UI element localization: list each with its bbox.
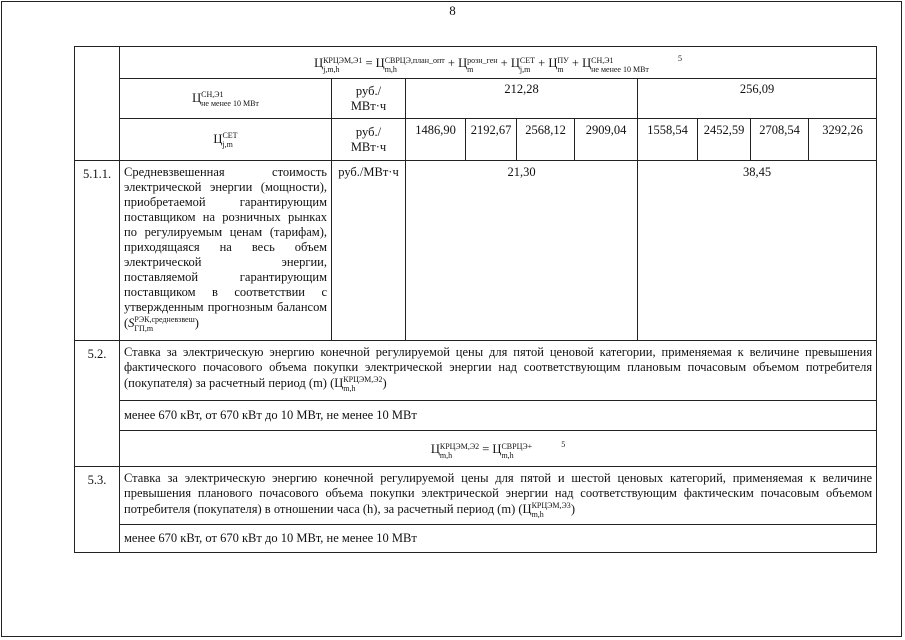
set-value: 1558,54: [638, 119, 698, 161]
row-number: 5.2.: [75, 341, 120, 467]
sn-unit: руб./ МВт·ч: [332, 79, 406, 119]
row-5-2: [75, 341, 877, 401]
value-a: 21,30: [406, 161, 638, 341]
sn-row: [75, 79, 877, 119]
tariff-table: [74, 46, 877, 553]
row-description: Ставка за электрическую энергию конечной регулируемой цены для пятой ценовой категории, применяемая к величине превышения фактического почасового объема покупки электрической энергии над соответствующим плановым почасовым объемом потребителя (покупателя) за расчетный период (m) (Ц КРЦЭМ,Э2 m,h ): [120, 341, 877, 401]
set-value: 1486,90: [406, 119, 466, 161]
footnote-mark: 5: [678, 54, 683, 64]
set-row: [75, 119, 877, 161]
sn-value-a: 212,28: [406, 79, 638, 119]
set-value: 2452,59: [698, 119, 751, 161]
row-5-2-range: [75, 401, 877, 431]
sn-symbol: Ц СН,Э1 не менее 10 МВт: [120, 79, 332, 119]
value-b: 38,45: [638, 161, 877, 341]
set-value: 2708,54: [751, 119, 809, 161]
set-symbol: Ц СЕТ j,m: [120, 119, 332, 161]
set-value: 2192,67: [466, 119, 517, 161]
set-value: 3292,26: [809, 119, 877, 161]
top-formula: Ц КРЦЭМ,Э1 j,m,h = Ц СВРЦЭ,план_опт m,h + Ц розн_ген m + Ц СЕТ j,m + Ц ПУ m + Ц СН,Э1 не менее 10 МВт 5: [120, 47, 877, 79]
row-unit: руб./МВт·ч: [332, 161, 406, 341]
set-unit: руб./ МВт·ч: [332, 119, 406, 161]
row-5-2-formula-cell: Ц КРЦЭМ,Э2 m,h = Ц СВРЦЭ+ m,h 5: [120, 431, 877, 467]
set-value: 2909,04: [575, 119, 638, 161]
footnote-mark: 5: [561, 440, 566, 450]
row-5-3: [75, 467, 877, 525]
row-description: Ставка за электрическую энергию конечной регулируемой цены для пятой и шестой ценовых категорий, применяемая к величине превышения планового почасового объема покупки электрической энергии над соответствующим фактическим почасовым объемом потребителя (покупателя) в отношении часа (h), за расчетный период (m) (Ц КРЦЭМ,Э3 m,h ): [120, 467, 877, 525]
row-number: 5.1.1.: [75, 161, 120, 341]
range-text: менее 670 кВт, от 670 кВт до 10 МВт, не менее 10 МВт: [120, 525, 877, 553]
row-description: Средневзвешенная стоимость электрической энергии (мощности), приобретаемой гарантирующим поставщиком на розничных рынках по регулируемым ценам (тарифам), приходящаяся на весь объем электрической энергии, поставляемой гарантирующим поставщиком в соответствии с утвержденным прогнозным балансом (S РЭК,средневзвеш ГП,m ): [120, 161, 332, 341]
blank-number-cell: [75, 47, 120, 161]
row-5-1-1: [75, 161, 877, 341]
page-number: 8: [449, 3, 456, 18]
formula-row: [75, 47, 877, 79]
row-5-3-range: [75, 525, 877, 553]
row-number: 5.3.: [75, 467, 120, 553]
row-5-2-formula: [75, 431, 877, 467]
set-value: 2568,12: [517, 119, 575, 161]
range-text: менее 670 кВт, от 670 кВт до 10 МВт, не менее 10 МВт: [120, 401, 877, 431]
sn-value-b: 256,09: [638, 79, 877, 119]
